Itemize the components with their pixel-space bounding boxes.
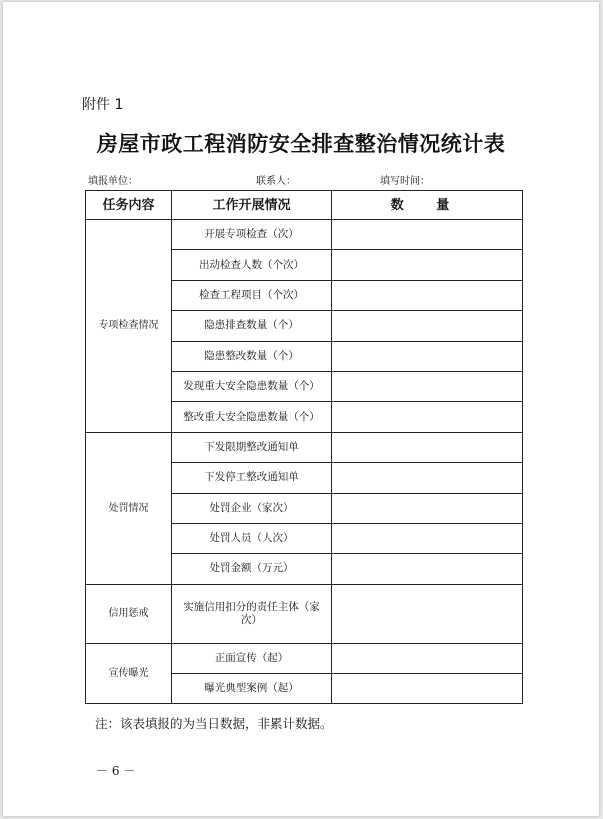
item-label: 整改重大安全隐患数量（个）	[172, 402, 332, 432]
quantity-cell[interactable]	[332, 584, 523, 643]
unit-label: 填报单位：	[88, 176, 138, 187]
table-header-row	[86, 191, 523, 220]
item-label: 实施信用扣分的责任主体（家次）	[172, 584, 332, 643]
item-label: 正面宣传（起）	[172, 643, 332, 673]
document-title: 房屋市政工程消防安全排查整治情况统计表	[96, 131, 506, 156]
quantity-cell[interactable]	[332, 463, 523, 493]
item-label: 发现重大安全隐患数量（个）	[172, 371, 332, 401]
document-page	[3, 2, 599, 816]
quantity-cell[interactable]	[332, 493, 523, 523]
category-credit-penalty: 信用惩戒	[86, 584, 172, 643]
item-label: 下发限期整改通知单	[172, 432, 332, 462]
header-quantity: 数 量	[332, 191, 523, 220]
item-label: 隐患排查数量（个）	[172, 311, 332, 341]
quantity-cell[interactable]	[332, 643, 523, 673]
header-task: 任务内容	[86, 191, 172, 220]
statistics-table	[85, 190, 523, 704]
quantity-cell[interactable]	[332, 523, 523, 553]
quantity-cell[interactable]	[332, 250, 523, 280]
category-penalty: 处罚情况	[86, 432, 172, 584]
quantity-cell[interactable]	[332, 311, 523, 341]
quantity-cell[interactable]	[332, 432, 523, 462]
table-row	[86, 220, 523, 250]
time-label: 填写时间：	[380, 176, 430, 187]
table-row	[86, 432, 523, 462]
item-label: 处罚人员（人次）	[172, 523, 332, 553]
quantity-cell[interactable]	[332, 554, 523, 584]
item-label: 出动检查人数（个次）	[172, 250, 332, 280]
contact-label: 联系人：	[256, 176, 296, 187]
item-label: 处罚金额（万元）	[172, 554, 332, 584]
quantity-cell[interactable]	[332, 674, 523, 704]
table-row	[86, 584, 523, 643]
item-label: 下发停工整改通知单	[172, 463, 332, 493]
item-label: 处罚企业（家次）	[172, 493, 332, 523]
table-row	[86, 643, 523, 673]
item-label: 开展专项检查（次）	[172, 220, 332, 250]
quantity-cell[interactable]	[332, 280, 523, 310]
table-note: 注：该表填报的为当日数据，非累计数据。	[95, 716, 333, 731]
quantity-cell[interactable]	[332, 371, 523, 401]
quantity-cell[interactable]	[332, 402, 523, 432]
item-label: 曝光典型案例（起）	[172, 674, 332, 704]
header-work: 工作开展情况	[172, 191, 332, 220]
category-special-inspection: 专项检查情况	[86, 220, 172, 433]
item-label: 隐患整改数量（个）	[172, 341, 332, 371]
page-number: － 6 －	[96, 764, 136, 778]
category-publicity: 宣传曝光	[86, 643, 172, 704]
quantity-cell[interactable]	[332, 341, 523, 371]
quantity-cell[interactable]	[332, 220, 523, 250]
attachment-label: 附件 1	[82, 97, 124, 113]
item-label: 检查工程项目（个次）	[172, 280, 332, 310]
